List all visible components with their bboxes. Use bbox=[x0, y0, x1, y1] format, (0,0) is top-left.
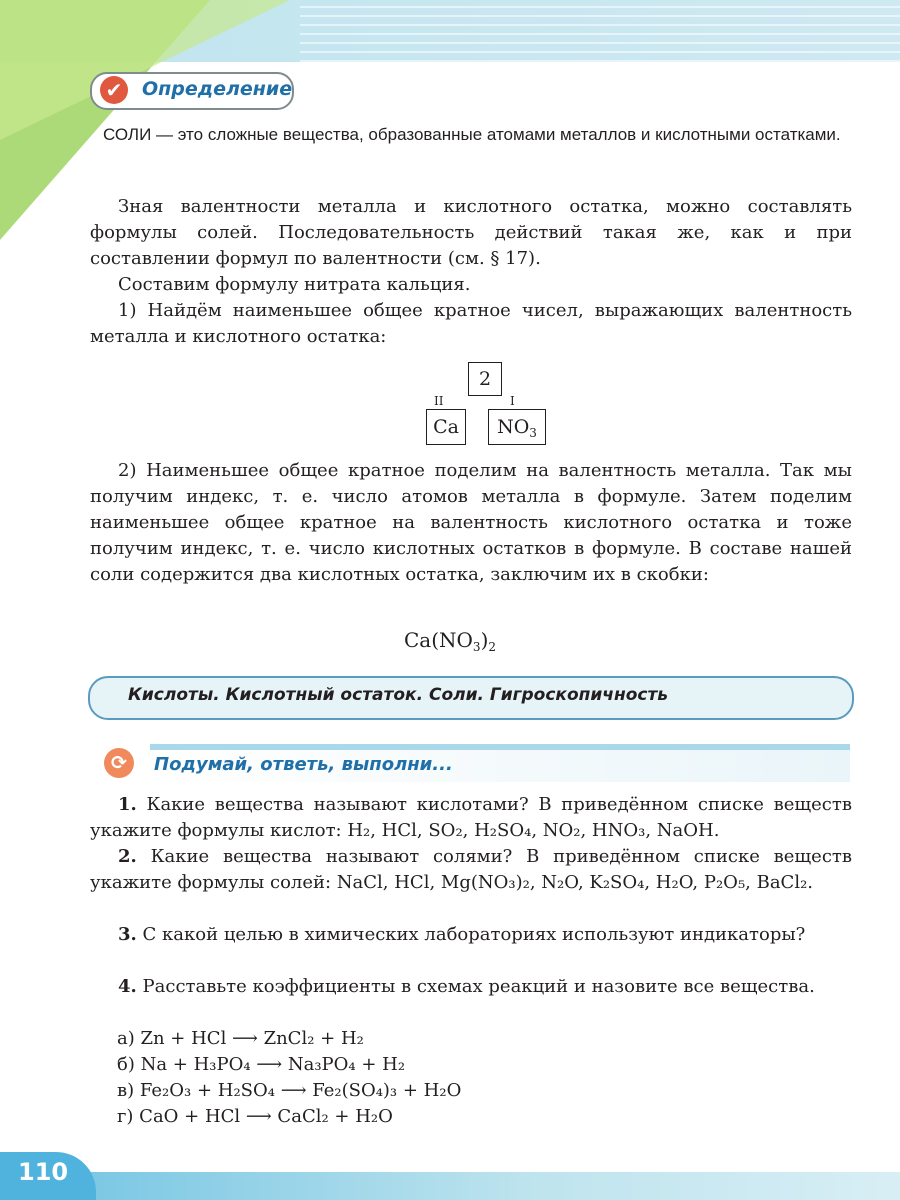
salt-formula: $Ca(NO_3)_2$ bbox=[403, 628, 497, 654]
reaction-b: б) Na + H₃PO₄ ⟶ Na₃PO₄ + H₂ bbox=[117, 1054, 406, 1075]
acid-box bbox=[488, 409, 546, 445]
acid-index: 3 bbox=[529, 426, 537, 440]
paragraph: 1) Найдём наименьшее общее кратное чисел, выражающих валентность металла и кислотного остатка: bbox=[90, 300, 852, 347]
paragraph: Составим формулу нитрата кальция. bbox=[118, 274, 471, 295]
reaction-c: в) Fe₂O₃ + H₂SO₄ ⟶ Fe₂(SO₄)₃ + H₂O bbox=[117, 1080, 462, 1101]
checkmark-icon: ✔ bbox=[100, 76, 128, 104]
question-1: 1. Какие вещества называют кислотами? В приведённом списке веществ укажите формулы кислот: H₂, HCl, SO₂, H₂SO₄, NO₂, HNO₃, NaOH. bbox=[90, 794, 852, 841]
paragraph: Зная валентности металла и кислотного остатка, можно составлять формулы солей. Последовательность действий такая же, как и при составлении формул по валентности (см. § 17). bbox=[90, 196, 852, 269]
paragraph: 2) Наименьшее общее кратное поделим на валентность металла. Так мы получим индекс, т. е. число атомов металла в формуле. Затем поделим наименьшее общее кратное на валентность кислотного остатка и тоже получим индекс, т. е. число кислотных остатков в формуле. В составе нашей соли содержится два кислотных остатка, заключим их в скобки: bbox=[90, 460, 852, 585]
corner-decor-light bbox=[0, 0, 293, 140]
cycle-arrows-icon: ⟳ bbox=[104, 748, 134, 778]
top-decor-lines bbox=[300, 6, 900, 62]
acid-formula: NO bbox=[497, 416, 530, 438]
question-4: 4. Расставьте коэффициенты в схемах реакций и назовите все вещества. bbox=[118, 976, 815, 997]
valence-metal: II bbox=[434, 394, 444, 408]
page-number: 110 bbox=[18, 1158, 69, 1186]
definition-text: СОЛИ — это сложные вещества, образованные атомами металлов и кислотными остатками. bbox=[103, 125, 841, 144]
lcm-box: 2 bbox=[468, 362, 502, 396]
bottom-decor-band bbox=[0, 1172, 900, 1200]
reaction-d: г) CaO + HCl ⟶ CaCl₂ + H₂O bbox=[117, 1106, 393, 1127]
valence-acid: I bbox=[510, 394, 515, 408]
definition-title: Определение bbox=[142, 78, 293, 100]
reaction-a: а) Zn + HCl ⟶ ZnCl₂ + H₂ bbox=[117, 1028, 364, 1049]
question-2: 2. Какие вещества называют солями? В приведённом списке веществ укажите формулы солей: NaCl, HCl, Mg(NO₃)₂, N₂O, K₂SO₄, H₂O, P₂O₅, BaCl₂. bbox=[90, 846, 852, 893]
question-3: 3. С какой целью в химических лабораториях используют индикаторы? bbox=[118, 924, 806, 945]
metal-box: Ca bbox=[426, 409, 466, 445]
questions-section-title: Подумай, ответь, выполни... bbox=[154, 754, 453, 775]
keywords-text: Кислоты. Кислотный остаток. Соли. Гигроскопичность bbox=[128, 685, 669, 705]
